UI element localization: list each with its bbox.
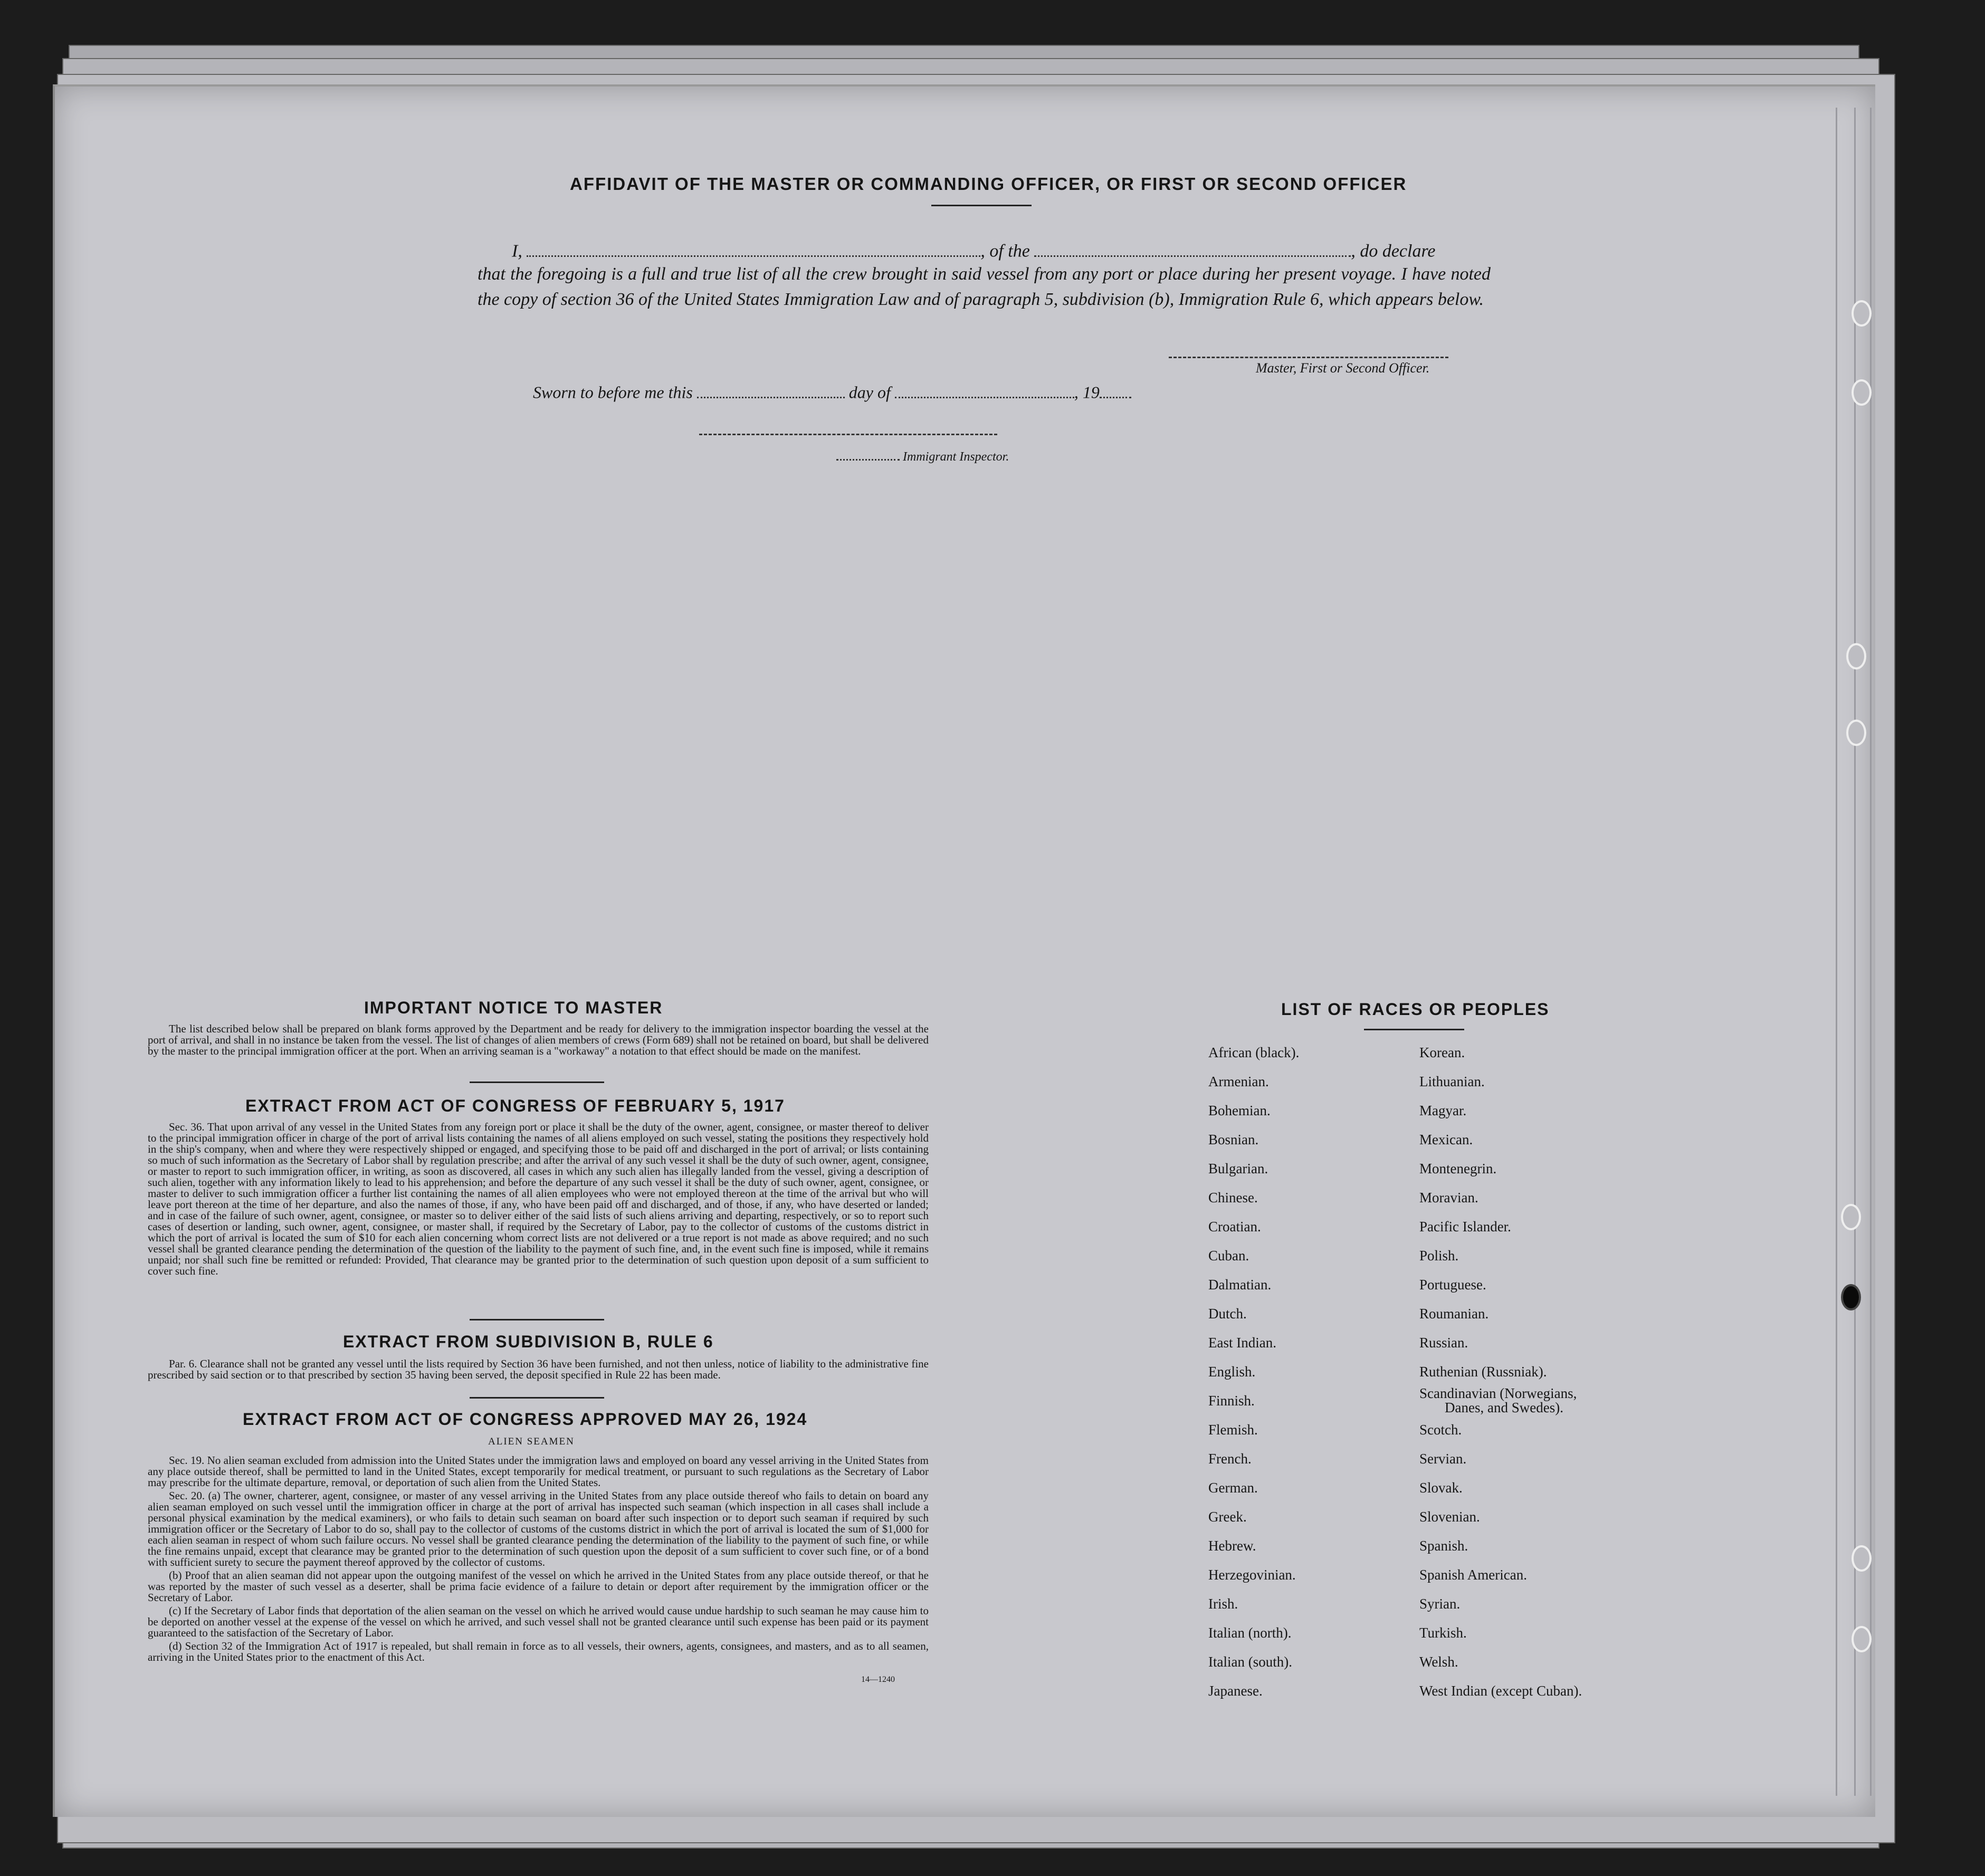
races-underline [1364,1029,1464,1030]
race-item: Dalmatian. [1208,1277,1272,1293]
race-item: Finnish. [1208,1393,1255,1409]
sworn-month-field[interactable] [895,379,1074,398]
race-item: Scotch. [1419,1422,1462,1438]
race-item: Dutch. [1208,1306,1247,1322]
sworn-line [533,379,1131,403]
vessel-field[interactable] [1034,236,1351,257]
race-item: Montenegrin. [1419,1161,1497,1176]
race-item: Bohemian. [1208,1103,1271,1118]
race-item: Armenian. [1208,1074,1269,1089]
rule-line [1870,108,1872,1796]
race-item: Ruthenian (Russniak). [1419,1364,1547,1380]
extract-rule6-text [148,1358,929,1381]
race-item: African (black). [1208,1045,1300,1060]
race-item: Scandinavian (Norwegians, [1419,1385,1577,1401]
binder-hole [1841,1284,1861,1310]
race-item: Hebrew. [1208,1538,1256,1554]
rule-line [1854,108,1856,1796]
inspector-dots [836,446,900,461]
binder-hole [1852,300,1872,327]
race-item: Slovak. [1419,1480,1463,1496]
race-item: Italian (north). [1208,1625,1292,1641]
race-item: Portuguese. [1419,1277,1486,1293]
sworn-label: Sworn to before me this [533,382,693,402]
par-6-paragraph: Par. 6. Clearance shall not be granted any vessel until the lists required by Section 36 have been furnished, and not then unless, notice of liability to the administrative fine prescribed by said section or to that prescribed by section 35 having been served, the deposit specified in Rule 22 has been made. [148,1357,929,1381]
race-item: German. [1208,1480,1258,1496]
notice-paragraph: The list described below shall be prepared on blank forms approved by the Department and be ready for delivery to the immigration inspector boarding the vessel at the port of arrival, and shall in no instance be taken from the vessel. The list of changes of alien members of crews (Form 689) shall not be retained on board, but shall be delivered by the master to the principal immigration officer at the port. When an arriving seaman is a "workaway" a notation to that effect should be made on the manifest. [148,1022,929,1057]
race-item: Polish. [1419,1248,1459,1264]
form-number: 14—1240 [861,1675,895,1684]
race-item: Irish. [1208,1596,1238,1612]
of-the-label: , of the [980,241,1030,261]
notice-text [148,1023,929,1057]
binder-hole [1846,720,1866,746]
race-item: Bulgarian. [1208,1161,1268,1176]
name-field[interactable] [527,236,980,257]
race-item: Roumanian. [1419,1306,1489,1322]
race-item: Mexican. [1419,1132,1473,1147]
race-item: Turkish. [1419,1625,1467,1641]
inspector-label [836,446,1009,464]
race-item: Chinese. [1208,1190,1258,1205]
sworn-year-field[interactable] [1100,379,1131,398]
extract-1924-text [148,1455,929,1665]
race-item: Welsh. [1419,1654,1458,1670]
race-item: Spanish American. [1419,1567,1527,1583]
race-item: Magyar. [1419,1103,1467,1118]
race-item: East Indian. [1208,1335,1276,1351]
race-item-continuation: Danes, and Swedes). [1445,1400,1563,1415]
race-item: Flemish. [1208,1422,1258,1438]
race-item: Spanish. [1419,1538,1468,1554]
divider [470,1081,604,1083]
title-underline [931,205,1032,206]
race-item: French. [1208,1451,1252,1467]
affidavit-title: AFFIDAVIT OF THE MASTER OR COMMANDING OFFICER, OR FIRST OR SECOND OFFICER [570,174,1407,194]
extract-1917-text [148,1122,929,1277]
binder-hole [1852,1626,1872,1652]
declaration-body: that the foregoing is a full and true list of all the crew brought in said vessel from any port or place during her present voyage. I have noted the copy of section 36 of the United States Immigration Law and of paragraph 5, subdivision (b), Immigration Rule 6, which appears below. [478,264,1491,309]
binder-hole [1852,379,1872,406]
extract-1917-title: EXTRACT FROM ACT OF CONGRESS OF FEBRUARY 5, 1917 [245,1096,785,1115]
race-item: Korean. [1419,1045,1465,1060]
extract-rule6-title: EXTRACT FROM SUBDIVISION B, RULE 6 [343,1332,714,1351]
race-item: Cuban. [1208,1248,1249,1264]
i-label: I, [512,241,522,261]
notice-title: IMPORTANT NOTICE TO MASTER [364,998,663,1017]
divider [470,1319,604,1320]
sworn-day-field[interactable] [697,379,845,398]
do-declare-label: , do declare [1351,241,1436,261]
binder-hole [1852,1545,1872,1572]
extract-1924-title: EXTRACT FROM ACT OF CONGRESS APPROVED MAY 26, 1924 [243,1410,808,1429]
sec-20d-paragraph: (d) Section 32 of the Immigration Act of 1917 is repealed, but shall remain in force as to all vessels, their owners, agents, consignees, and masters, and as to all seamen, arriving in the United States prior to the enactment of this Act. [148,1640,929,1663]
binder-hole [1846,643,1866,669]
race-item: Servian. [1419,1451,1467,1467]
race-item: Greek. [1208,1509,1247,1525]
sec-20b-paragraph: (b) Proof that an alien seaman did not appear upon the outgoing manifest of the vessel on which he arrived in the United States from any place outside thereof, or that he was reported by the master of such vessel as a deserter, shall be prima facie evidence of a failure to detain or deport after requirement by the immigration officer or the Secretary of Labor. [148,1569,929,1604]
race-item: Syrian. [1419,1596,1461,1612]
sec-20c-paragraph: (c) If the Secretary of Labor finds that deportation of the alien seaman on the vessel on which he arrived would cause undue hardship to such seaman he may cause him to be deported on another vessel at the expense of the vessel on which he arrived, and such vessel shall not be granted clearance until such expense has been paid or its payment guaranteed to the satisfaction of the Secretary of Labor. [148,1604,929,1639]
year-label: , 19 [1074,382,1100,402]
race-item: West Indian (except Cuban). [1419,1683,1582,1699]
officer-signature-label: Master, First or Second Officer. [1256,360,1430,376]
sec-20a-paragraph: Sec. 20. (a) The owner, charterer, agent, consignee, or master of any vessel arriving in the United States from any place outside thereof who fails to detain on board any alien seaman employed on such vessel until the immigration officer in charge at the port of arrival has inspected such seaman (which inspection in all cases shall include a personal physical examination by the medical examiners), or who fails to detain such seaman on board after such inspection or to deport such seaman if required by such immigration officer or the Secretary of Labor to do so, shall pay to the collector of customs of the customs district in which the port of arrival is located the sum of $1,000 for each alien seaman in respect of whom such failure occurs. No vessel shall be granted clearance pending the determination of the liability to the payment of such fine, or while the fine remains unpaid, except that clearance may be granted prior to the determination of such question upon the deposit of a sum sufficient to cover such fine, or of a bond with sufficient surety to secure the payment thereof approved by the collector of customs. [148,1489,929,1568]
alien-seamen-subtitle: ALIEN SEAMEN [488,1436,575,1447]
race-item: Herzegovinian. [1208,1567,1296,1583]
inspector-label-text: Immigrant Inspector. [903,450,1009,464]
race-item: Italian (south). [1208,1654,1292,1670]
day-of-label: day of [848,382,891,402]
race-item: Russian. [1419,1335,1468,1351]
race-item: Moravian. [1419,1190,1478,1205]
race-item: English. [1208,1364,1256,1380]
race-item: Japanese. [1208,1683,1263,1699]
binder-hole [1841,1204,1861,1230]
inspector-signature-line[interactable] [699,434,997,435]
race-item: Slovenian. [1419,1509,1480,1525]
races-title: LIST OF RACES OR PEOPLES [1281,1000,1550,1019]
sec-19-paragraph: Sec. 19. No alien seaman excluded from admission into the United States under the immigration laws and employed on board any vessel arriving in the United States from any place outside thereof, shall be permitted to land in the United States, except temporarily for medical treatment, or pursuant to such regulations as the Secretary of Labor may prescribe for the ultimate departure, removal, or deportation of such alien from the United States. [148,1454,929,1489]
sec-36-paragraph: Sec. 36. That upon arrival of any vessel in the United States from any foreign port or place it shall be the duty of the owner, agent, consignee, or master thereof to deliver to the principal immigration officer in charge of the port of arrival lists containing the names of all aliens employed on such vessel, stating the positions they respectively hold in the ship's company, when and where they were respectively shipped or engaged, and specifying those to be paid off and discharged in the port of arrival; or lists containing so much of such information as the Secretary of Labor shall by regulation prescribe; and after the arrival of any such vessel it shall be the duty of such owner, agent, consignee, or master to report to such immigration officer, in writing, as soon as discovered, all cases in which any such alien has illegally landed from the vessel, giving a description of such alien, together with any information likely to lead to his apprehension; and before the departure of any such vessel it shall be the duty of such owner, agent, consignee, or master to deliver to such immigration officer a further list containing the names of all alien employees who were not employed thereon at the time of the arrival but who will leave port thereon at the time of her departure, and also the names of those, if any, who have been paid off and discharged, and of those, if any, who have deserted or landed; and in case of the failure of such owner, agent, consignee, or master so to deliver either of the said lists of such aliens arriving and departing, respectively, or so to report such cases of desertion or landing, such owner, agent, consignee, or master shall, if required by the Secretary of Labor, pay to the collector of customs of the customs district in which the port of arrival is located the sum of $10 for each alien concerning whom correct lists are not delivered or a true report is not made as above required; and no such vessel shall be granted clearance pending the determination of the question of the liability to the payment of such fine, and, in the event such fine is imposed, while it remains unpaid; nor shall such fine be remitted or refunded: Provided, That clearance may be granted prior to the determination of such question upon deposit of a sum sufficient to cover such fine. [148,1121,929,1277]
race-item: Pacific Islander. [1419,1219,1511,1234]
divider [470,1397,604,1399]
race-item: Bosnian. [1208,1132,1259,1147]
officer-signature-line[interactable] [1169,357,1448,358]
race-item: Croatian. [1208,1219,1261,1234]
rule-line [1836,108,1837,1796]
declaration-line [512,236,1436,262]
race-item: Lithuanian. [1419,1074,1485,1089]
